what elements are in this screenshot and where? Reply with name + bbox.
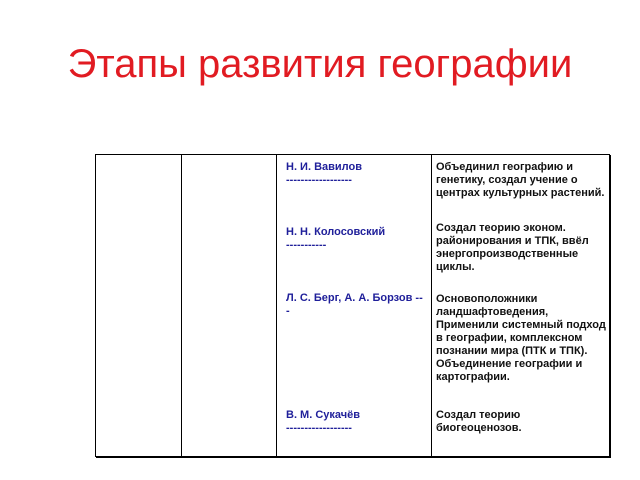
column-divider-2 [276, 155, 277, 456]
scientist-name-vavilov: Н. И. Вавилов ------------------ [286, 161, 362, 186]
page-title: Этапы развития географии [67, 42, 573, 86]
scientist-description-berg-borzov [436, 293, 608, 384]
scientist-name-berg-borzov: Л. С. Берг, А. А. Борзов --- [286, 292, 423, 317]
description-part-2: Объединение географии и картографии. [436, 358, 583, 383]
scientist-description-kolosovsky: Создал теорию эконом. районирования и ТПК, ввёл энергопроизводственные циклы. [436, 222, 589, 273]
scientists-table [95, 154, 610, 457]
description-part-1: Основоположники ландшафтоведения, Применили системный подход в географии, комплексном познании мира (ПТК и ТПК). [436, 293, 606, 357]
column-divider-3 [431, 155, 432, 456]
scientist-name-kolosovsky: Н. Н. Колосовский ----------- [286, 226, 386, 251]
scientist-description-vavilov: Объединил географию и генетику, создал учение о центрах культурных растений. [436, 161, 605, 199]
scientist-description-sukachev: Создал теорию биогеоценозов. [436, 409, 522, 434]
column-divider-1 [181, 155, 182, 456]
scientist-name-sukachev: В. М. Сукачёв ------------------ [286, 409, 361, 434]
